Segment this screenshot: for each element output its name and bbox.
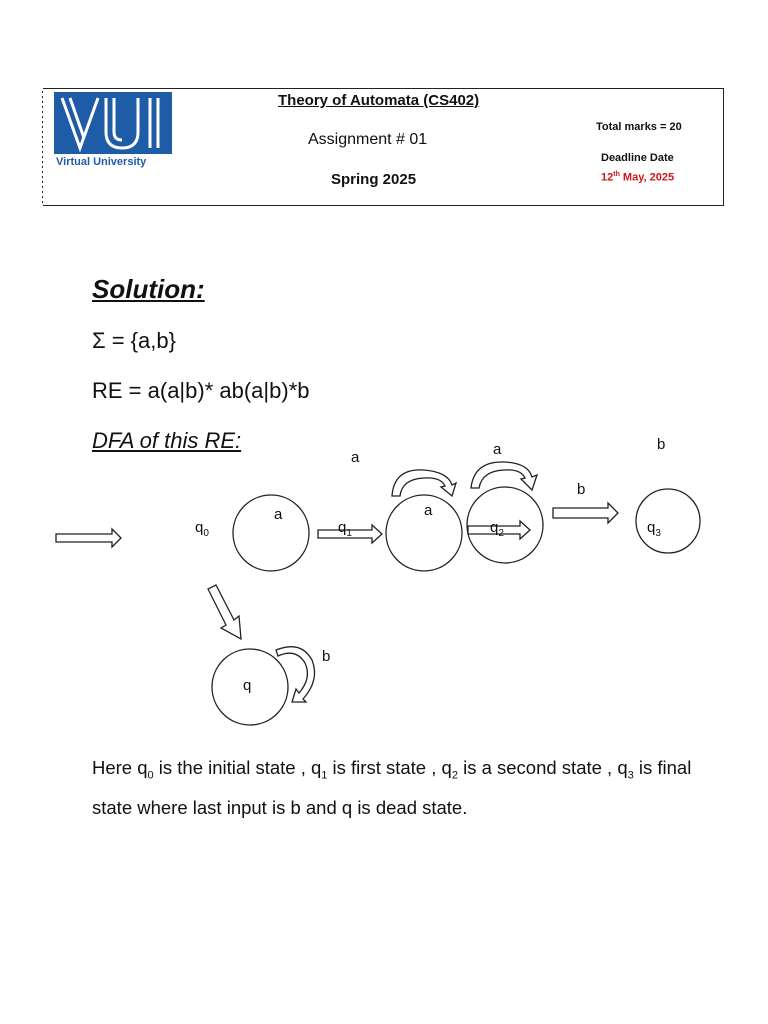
q3-letter: q: [647, 519, 656, 536]
transition-label-a-q0: a: [274, 506, 283, 523]
note-sub-3: 2: [451, 769, 458, 782]
q1-subscript: 1: [346, 528, 352, 539]
deadline-day: 12: [601, 171, 614, 184]
transition-label-b-top3: b: [657, 436, 666, 453]
alphabet-definition: Σ = {a,b}: [92, 328, 176, 353]
arrow-q0-dead: [208, 585, 241, 639]
q2-subscript: 2: [498, 528, 504, 539]
self-loop-q2: [471, 462, 537, 490]
self-loop-q1: [392, 470, 456, 496]
assignment-number: Assignment # 01: [308, 131, 428, 148]
state-label-q3: [647, 519, 661, 539]
start-arrow: [56, 529, 121, 547]
note-sub-2: 1: [321, 769, 328, 782]
state-q3: [636, 489, 700, 553]
note-part-1: Here q: [92, 757, 148, 778]
q3-subscript: 3: [655, 528, 661, 539]
note-sub-1: 0: [147, 769, 154, 782]
regular-expression: RE = a(a|b)* ab(a|b)*b: [92, 378, 310, 403]
state-label-dead: q: [243, 677, 252, 694]
deadline-month-year: May, 2025: [619, 171, 675, 184]
self-loop-dead: [276, 647, 315, 702]
transition-label-b-q2-q3: b: [577, 481, 586, 498]
explanation-paragraph: [92, 752, 692, 823]
semester: Spring 2025: [331, 171, 417, 188]
state-label-q2: [490, 519, 504, 539]
q1-letter: q: [338, 519, 347, 536]
dfa-heading: DFA of this RE:: [92, 428, 242, 453]
state-label-q0: [195, 519, 209, 539]
transition-label-b-dead: b: [322, 648, 331, 665]
note-part-2: is the initial state , q: [153, 757, 322, 778]
transition-label-a-top2: a: [493, 441, 502, 458]
state-q2: [467, 487, 543, 563]
note-part-3: is first state , q: [327, 757, 452, 778]
note-part-5: is final state where last input is b and q is dead state.: [92, 757, 692, 818]
logo-caption: Virtual University: [56, 156, 147, 168]
total-marks: Total marks = 20: [596, 121, 682, 133]
deadline-label: Deadline Date: [601, 152, 674, 164]
state-q0: [233, 495, 309, 571]
note-part-4: is a second state , q: [457, 757, 628, 778]
q2-letter: q: [490, 519, 499, 536]
course-title: Theory of Automata (CS402): [278, 92, 480, 109]
solution-heading: Solution:: [92, 274, 205, 304]
transition-label-a-top1: a: [351, 449, 360, 466]
state-label-q1: [338, 519, 352, 539]
q0-letter: q: [195, 519, 204, 536]
transition-label-a-inner1: a: [424, 502, 433, 519]
arrow-q2-q3: [553, 503, 618, 523]
note-sub-4: 3: [627, 769, 634, 782]
q0-subscript: 0: [203, 528, 209, 539]
deadline-suffix: th: [613, 171, 620, 178]
